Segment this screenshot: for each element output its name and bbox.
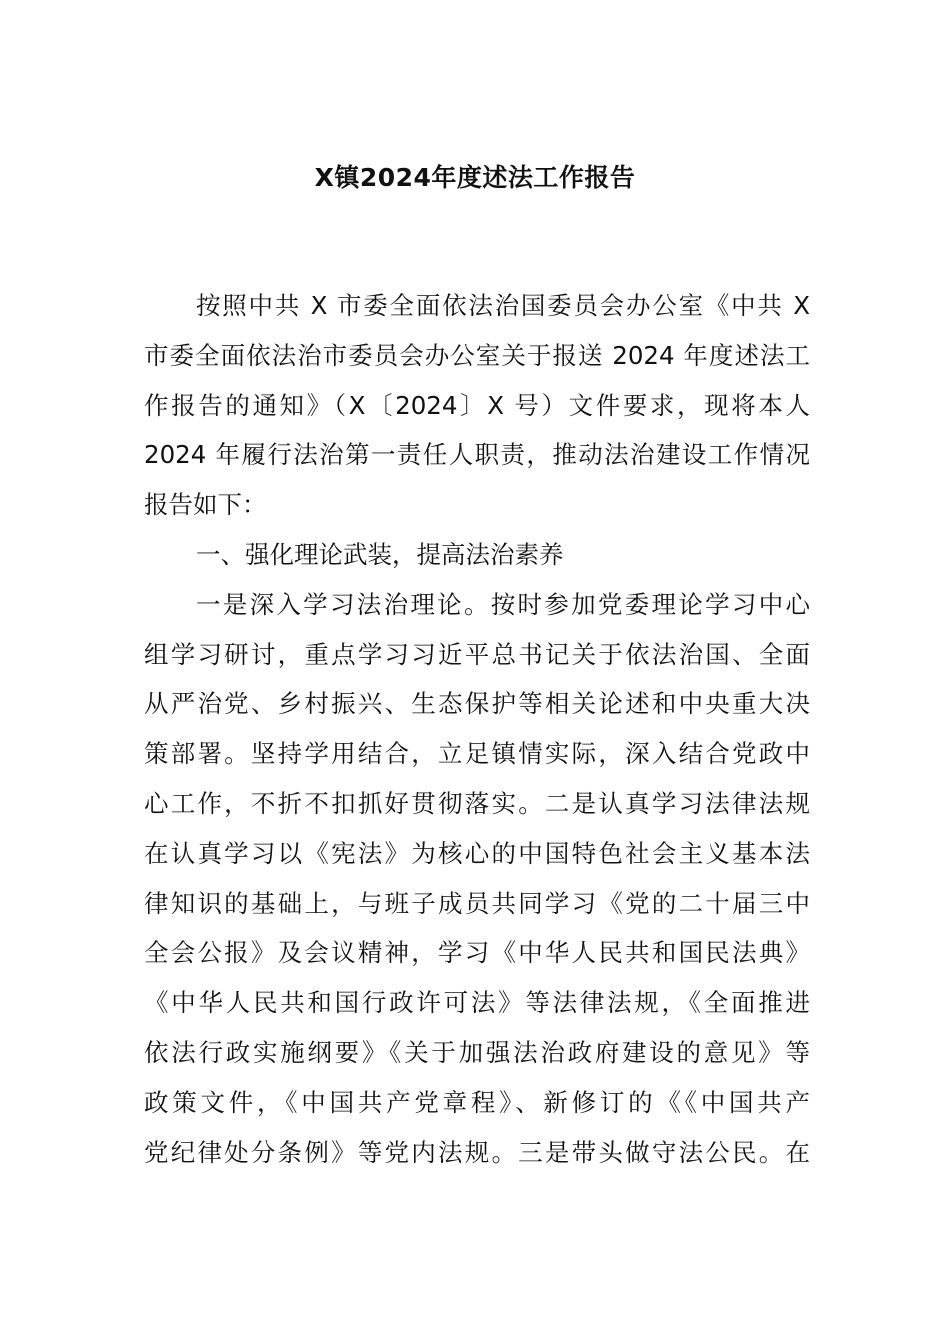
paragraph-line: 策部署。坚持学用结合，立足镇情实际，深入结合党政中 — [144, 739, 810, 769]
paragraph-line: 在认真学习以《宪法》为核心的中国特色社会主义基本法 — [144, 838, 810, 868]
document-body — [144, 281, 810, 1177]
paragraph-line: 从严治党、乡村振兴、生态保护等相关论述和中央重大决 — [144, 689, 810, 719]
paragraph-line: 一是深入学习法治理论。按时参加党委理论学习中心 — [196, 589, 810, 619]
section-heading: 一、强化理论武装，提高法治素养 — [196, 539, 564, 569]
paragraph-line: 作报告的通知》（X〔2024〕X 号）文件要求，现将本人 — [144, 390, 810, 420]
paragraph-line: 全会公报》及会议精神，学习《中华人民共和国民法典》 — [144, 938, 810, 968]
paragraph-line: 市委全面依法治市委员会办公室关于报送 2024 年度述法工 — [144, 340, 810, 370]
paragraph-line: 党纪律处分条例》等党内法规。三是带头做守法公民。在 — [144, 1137, 810, 1167]
paragraph-line: 《中华人民共和国行政许可法》等法律法规，《全面推进 — [144, 988, 810, 1018]
document-title: X镇2024年度述法工作报告 — [314, 163, 636, 192]
paragraph-line: 政策文件，《中国共产党章程》、新修订的《《中国共产 — [144, 1087, 810, 1117]
paragraph-line: 组学习研讨，重点学习习近平总书记关于依法治国、全面 — [144, 639, 810, 669]
paragraph-line: 按照中共 X 市委全面依法治国委员会办公室《中共 X — [196, 291, 810, 320]
paragraph-line: 报告如下： — [144, 490, 267, 520]
paragraph-line: 律知识的基础上，与班子成员共同学习《党的二十届三中 — [144, 888, 810, 918]
paragraph-line: 依法行政实施纲要》《关于加强法治政府建设的意见》等 — [144, 1037, 810, 1067]
paragraph-line: 心工作，不折不扣抓好贯彻落实。二是认真学习法律法规 — [144, 788, 810, 818]
paragraph-line: 2024 年履行法治第一责任人职责，推动法治建设工作情况 — [144, 440, 810, 470]
